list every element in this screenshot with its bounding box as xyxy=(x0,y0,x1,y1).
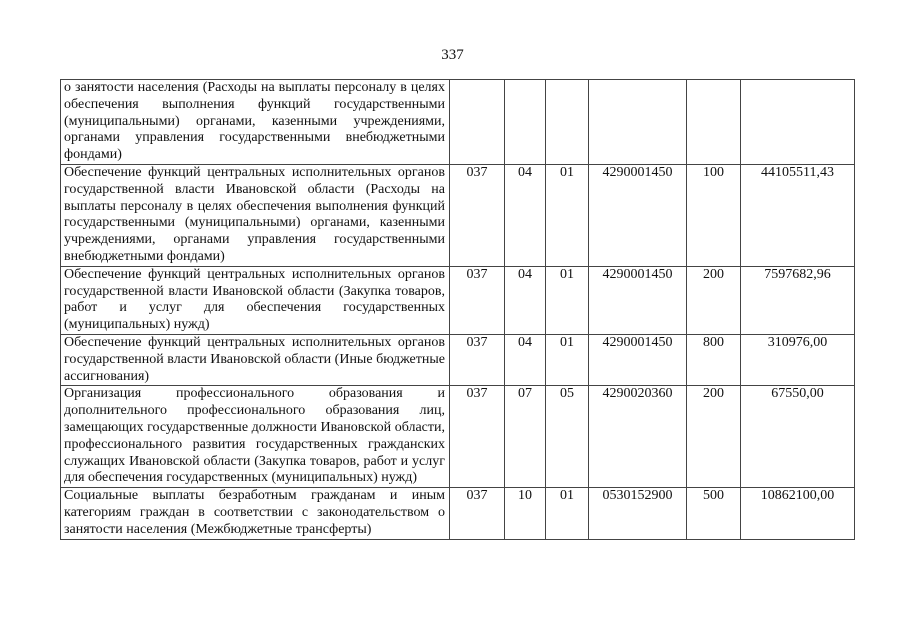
row-description: Организация профессионального образования и дополнительного профессионального образования лиц, замещающих государственные должности Ивановской области, профессионального развития государственных гражданских служащих Ивановской области (Закупка товаров, работ и услуг для обеспечения государственных (муниципальных) нужд) xyxy=(61,386,450,488)
subsection-code: 01 xyxy=(546,266,589,334)
row-description: Обеспечение функций центральных исполнительных органов государственной власти Ивановской области (Закупка товаров, работ и услуг для обеспечения государственных (муниципальных) нужд) xyxy=(61,266,450,334)
subsection-code xyxy=(546,80,589,165)
table-row xyxy=(61,488,855,539)
ministry-code: 037 xyxy=(450,334,505,385)
expense-type: 500 xyxy=(687,488,741,539)
budget-table xyxy=(60,79,855,540)
table-row xyxy=(61,164,855,266)
row-description: Обеспечение функций центральных исполнительных органов государственной власти Ивановской области (Расходы на выплаты персоналу в целях обеспечения выполнения функций государственными (муниципальными) органами, казенными учреждениями, органами управления государственными внебюджетными фондами) xyxy=(61,164,450,266)
section-code: 04 xyxy=(505,334,546,385)
subsection-code: 01 xyxy=(546,164,589,266)
subsection-code: 05 xyxy=(546,386,589,488)
table-row xyxy=(61,266,855,334)
expense-type: 200 xyxy=(687,266,741,334)
ministry-code: 037 xyxy=(450,164,505,266)
row-description: Обеспечение функций центральных исполнительных органов государственной власти Ивановской области (Иные бюджетные ассигнования) xyxy=(61,334,450,385)
ministry-code: 037 xyxy=(450,488,505,539)
amount: 67550,00 xyxy=(741,386,855,488)
amount: 44105511,43 xyxy=(741,164,855,266)
table-row xyxy=(61,80,855,165)
subsection-code: 01 xyxy=(546,334,589,385)
amount: 7597682,96 xyxy=(741,266,855,334)
ministry-code xyxy=(450,80,505,165)
expense-type: 100 xyxy=(687,164,741,266)
section-code: 04 xyxy=(505,266,546,334)
expense-type xyxy=(687,80,741,165)
section-code: 07 xyxy=(505,386,546,488)
target-article: 4290001450 xyxy=(589,266,687,334)
amount xyxy=(741,80,855,165)
amount: 310976,00 xyxy=(741,334,855,385)
page-number: 337 xyxy=(441,47,464,63)
target-article: 4290001450 xyxy=(589,164,687,266)
table-row xyxy=(61,334,855,385)
row-description: о занятости населения (Расходы на выплаты персоналу в целях обеспечения выполнения функций государственными (муниципальными) органами, казенными учреждениями, органами управления государственными внебюджетными фондами) xyxy=(61,80,450,165)
section-code xyxy=(505,80,546,165)
target-article: 4290020360 xyxy=(589,386,687,488)
target-article: 0530152900 xyxy=(589,488,687,539)
amount: 10862100,00 xyxy=(741,488,855,539)
ministry-code: 037 xyxy=(450,266,505,334)
row-description: Социальные выплаты безработным гражданам и иным категориям граждан в соответствии с законодательством о занятости населения (Межбюджетные трансферты) xyxy=(61,488,450,539)
table-row xyxy=(61,386,855,488)
expense-type: 800 xyxy=(687,334,741,385)
target-article xyxy=(589,80,687,165)
section-code: 10 xyxy=(505,488,546,539)
section-code: 04 xyxy=(505,164,546,266)
target-article: 4290001450 xyxy=(589,334,687,385)
expense-type: 200 xyxy=(687,386,741,488)
subsection-code: 01 xyxy=(546,488,589,539)
ministry-code: 037 xyxy=(450,386,505,488)
